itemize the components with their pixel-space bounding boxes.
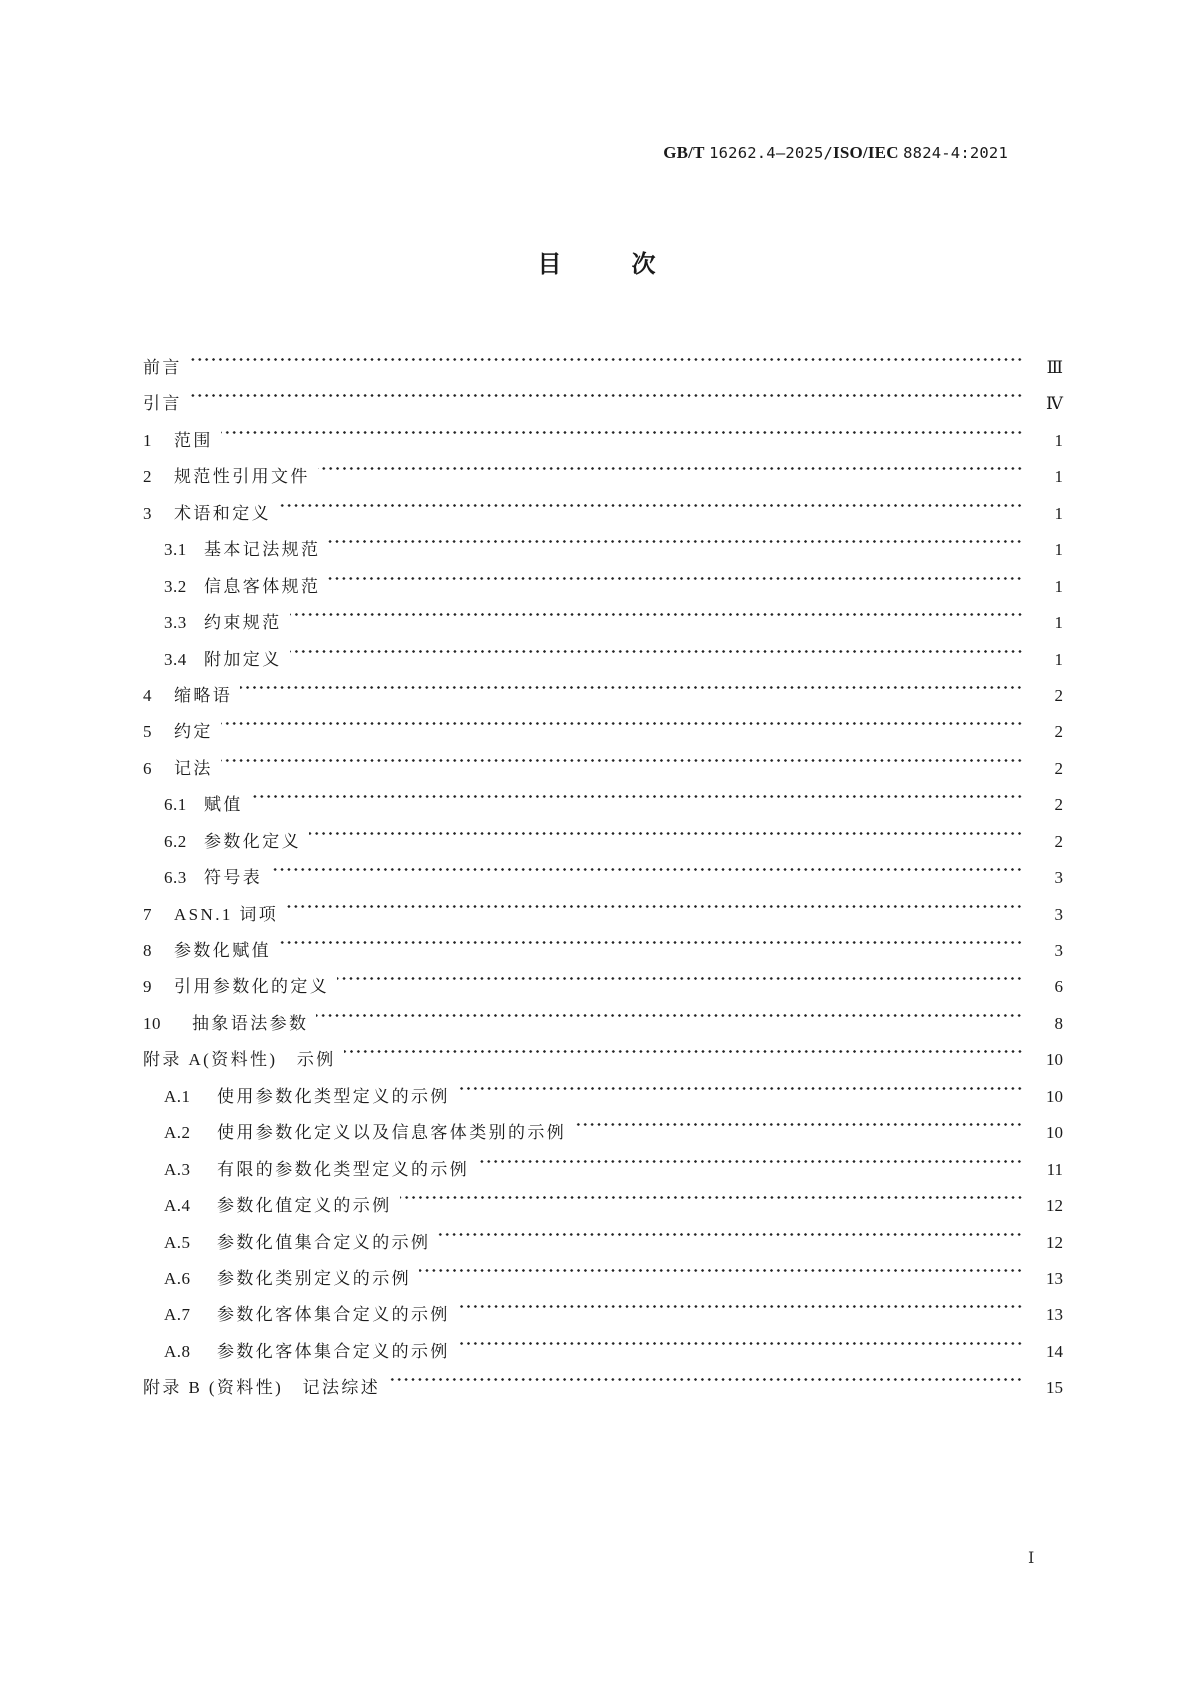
toc-entry-label: ASN.1 词项 <box>174 904 279 924</box>
standard-code-header <box>663 143 1008 163</box>
toc-entry-page: 12 <box>1046 1196 1063 1216</box>
dot-leader <box>221 410 1023 446</box>
dot-leader <box>438 1212 1023 1248</box>
toc-entry-label: 抽象语法参数 <box>192 1013 309 1033</box>
dot-leader <box>388 1357 1023 1393</box>
iso-prefix: ISO/IEC <box>833 143 899 162</box>
toc-entry[interactable] <box>143 410 1063 450</box>
dot-leader <box>344 1029 1023 1065</box>
toc-entry-label: 引用参数化的定义 <box>174 977 330 997</box>
toc-entry-page: 1 <box>1054 503 1063 523</box>
toc-entry-label: 参数化定义 <box>204 831 301 851</box>
toc-entry-label: 参数化赋值 <box>174 941 271 960</box>
toc-entry-label: 赋值 <box>204 795 243 815</box>
toc-entry-number: 6 <box>143 758 152 778</box>
toc-entry-page: 2 <box>1054 795 1063 815</box>
toc-entry-number: 3.4 <box>164 649 187 669</box>
toc-entry-number: A.3 <box>164 1159 191 1179</box>
toc-entry-label: 约定 <box>174 722 213 742</box>
toc-entry-page: 1 <box>1054 467 1063 487</box>
toc-entry-label: 参数化客体集合定义的示例 <box>217 1341 450 1361</box>
toc-entry[interactable] <box>143 847 1063 888</box>
toc-entry-label: 信息客体规范 <box>204 576 321 596</box>
toc-entry-label: 范围 <box>174 430 213 450</box>
toc-entry-page: 15 <box>1046 1378 1063 1398</box>
toc-entry-page: 14 <box>1046 1341 1063 1361</box>
dot-leader <box>458 1066 1023 1102</box>
toc-entry-number: 3 <box>143 503 152 523</box>
toc-entry-number: 3.1 <box>164 540 187 560</box>
toc-entry-page: 12 <box>1046 1232 1063 1252</box>
dot-leader <box>400 1175 1023 1211</box>
dot-leader <box>290 592 1023 628</box>
toc-entry-number: 6.2 <box>164 831 187 851</box>
toc-entry-page: 10 <box>1046 1123 1063 1143</box>
toc-entry-label: 记法 <box>174 758 213 778</box>
dot-leader <box>328 556 1023 592</box>
dot-leader <box>221 701 1023 737</box>
toc-entry[interactable] <box>143 373 1063 414</box>
toc-entry-page: 1 <box>1054 576 1063 596</box>
toc-entry[interactable] <box>143 519 1063 560</box>
table-of-contents <box>143 337 1063 1398</box>
toc-entry-page: 1 <box>1054 430 1063 450</box>
dot-leader <box>419 1248 1023 1284</box>
dot-leader <box>318 446 1023 482</box>
toc-entry-page: 13 <box>1046 1305 1063 1325</box>
toc-entry-number: 6.1 <box>164 795 187 815</box>
toc-entry-number: 6.3 <box>164 868 187 888</box>
toc-entry-number: 3.2 <box>164 576 187 596</box>
dot-leader <box>316 993 1023 1029</box>
toc-entry-page: 3 <box>1054 904 1063 924</box>
toc-entry-number: A.7 <box>164 1305 191 1325</box>
toc-entry-label: 使用参数化定义以及信息客体类别的示例 <box>217 1123 567 1143</box>
dot-leader <box>309 811 1023 847</box>
dot-leader <box>279 483 1023 519</box>
toc-entry-number: 3.3 <box>164 613 187 633</box>
toc-entry-number: 10 <box>143 1013 161 1033</box>
toc-title: 目次 <box>537 250 726 278</box>
dot-leader <box>458 1284 1023 1320</box>
toc-entry-page: 10 <box>1046 1086 1063 1106</box>
toc-entry-page: 1 <box>1054 649 1063 669</box>
toc-entry-page: 8 <box>1054 1013 1063 1033</box>
toc-entry-label: 附录 A(资料性) 示例 <box>143 1050 336 1070</box>
toc-entry[interactable] <box>143 665 1063 705</box>
toc-entry[interactable] <box>143 956 1063 997</box>
toc-entry-page: 10 <box>1046 1050 1063 1070</box>
toc-entry-number: A.5 <box>164 1232 191 1252</box>
toc-entry-label: 使用参数化类型定义的示例 <box>217 1086 450 1106</box>
dot-leader <box>270 847 1023 883</box>
toc-entry-label: 附加定义 <box>204 649 282 669</box>
toc-entry-number: 4 <box>143 685 152 705</box>
dot-leader <box>337 956 1023 992</box>
toc-entry-page: Ⅳ <box>1046 394 1063 414</box>
dot-leader <box>251 774 1023 810</box>
toc-entry-label: 缩略语 <box>174 685 233 705</box>
toc-entry-label: 符号表 <box>204 868 263 888</box>
toc-entry-label: 参数化值定义的示例 <box>217 1196 392 1216</box>
toc-entry-page: 11 <box>1046 1159 1063 1179</box>
toc-entry-page: 6 <box>1054 977 1063 997</box>
toc-entry-number: A.4 <box>164 1196 191 1216</box>
toc-entry-label: 参数化类别定义的示例 <box>217 1268 411 1288</box>
toc-entry-number: A.6 <box>164 1268 191 1288</box>
standard-prefix: GB/T <box>663 143 705 162</box>
iso-number: 8824-4:2021 <box>903 144 1008 162</box>
dot-leader <box>190 337 1023 373</box>
toc-entry[interactable] <box>143 774 1063 815</box>
toc-entry-page: Ⅲ <box>1046 358 1063 377</box>
dot-leader <box>221 738 1023 774</box>
toc-entry-label: 前言 <box>143 358 182 377</box>
toc-entry-page: 3 <box>1054 868 1063 888</box>
toc-entry-page: 2 <box>1054 831 1063 851</box>
toc-entry-number: 9 <box>143 977 152 997</box>
toc-entry-label: 附录 B (资料性) 记法综述 <box>143 1378 381 1398</box>
dot-leader <box>328 519 1023 555</box>
toc-entry-page: 2 <box>1054 685 1063 705</box>
toc-entry[interactable] <box>143 483 1063 523</box>
dot-leader <box>458 1321 1023 1357</box>
dot-leader <box>240 665 1023 701</box>
toc-entry-label: 规范性引用文件 <box>174 467 310 487</box>
toc-entry-label: 基本记法规范 <box>204 540 321 560</box>
toc-entry-number: 8 <box>143 941 152 960</box>
dot-leader <box>290 629 1023 665</box>
toc-entry-label: 约束规范 <box>204 613 282 633</box>
toc-entry-number: A.8 <box>164 1341 191 1361</box>
toc-entry[interactable] <box>143 701 1063 742</box>
toc-entry-label: 参数化值集合定义的示例 <box>217 1232 431 1252</box>
dot-leader <box>279 920 1023 956</box>
toc-entry[interactable] <box>143 811 1063 851</box>
toc-entry-number: 7 <box>143 904 152 924</box>
dot-leader <box>574 1102 1023 1138</box>
standard-number: 16262.4—2025/ <box>709 144 834 162</box>
toc-entry-label: 术语和定义 <box>174 503 271 523</box>
toc-entry[interactable] <box>143 884 1063 924</box>
toc-entry-number: 5 <box>143 722 152 742</box>
toc-entry[interactable] <box>143 738 1063 778</box>
toc-entry-page: 1 <box>1054 540 1063 560</box>
toc-entry-number: 2 <box>143 467 152 487</box>
dot-leader <box>286 884 1023 920</box>
toc-entry-label: 有限的参数化类型定义的示例 <box>217 1159 470 1179</box>
toc-entry-page: 2 <box>1054 758 1063 778</box>
toc-entry[interactable] <box>143 920 1063 960</box>
toc-entry-label: 参数化客体集合定义的示例 <box>217 1305 450 1325</box>
toc-entry[interactable] <box>143 446 1063 487</box>
toc-entry-page: 1 <box>1054 613 1063 633</box>
toc-entry-number: 1 <box>143 430 152 450</box>
footer-page-number: Ⅰ <box>1028 1550 1035 1567</box>
toc-entry[interactable] <box>143 337 1063 377</box>
toc-entry-label: 引言 <box>143 394 182 414</box>
dot-leader <box>190 373 1023 409</box>
toc-entry-number: A.1 <box>164 1086 191 1106</box>
toc-entry-page: 3 <box>1054 941 1063 960</box>
dot-leader <box>477 1139 1023 1175</box>
toc-entry-number: A.2 <box>164 1123 191 1143</box>
toc-entry-page: 2 <box>1054 722 1063 742</box>
toc-entry-page: 13 <box>1046 1268 1063 1288</box>
